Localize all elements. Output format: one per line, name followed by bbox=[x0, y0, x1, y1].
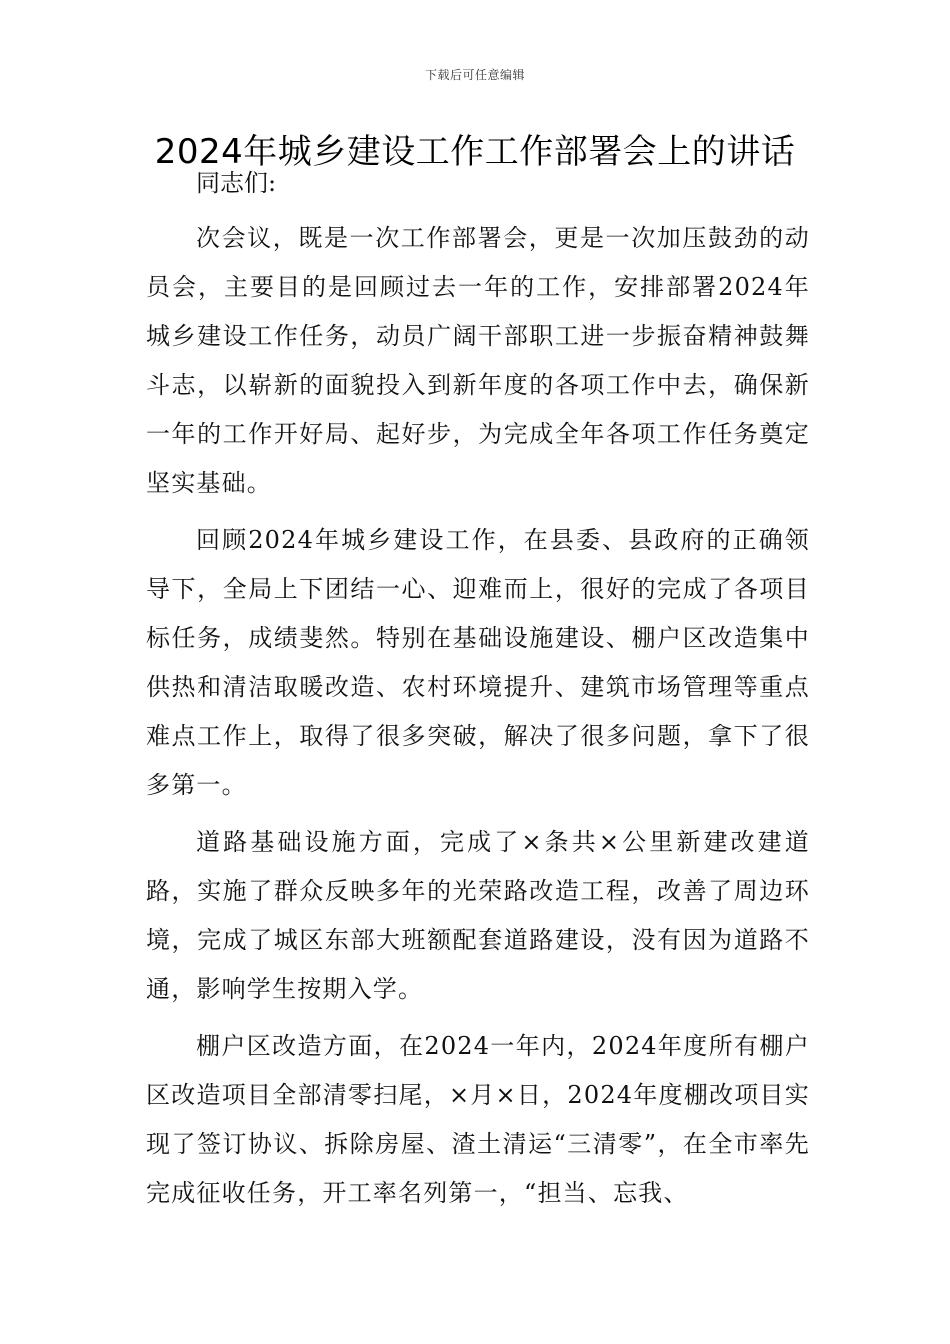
paragraph-1: 次会议，既是一次工作部署会，更是一次加压鼓劲的动员会，主要目的是回顾过去一年的工作，安排部署2024年城乡建设工作任务，动员广阔干部职工进一步振奋精神鼓舞斗志，以崭新的面貌投入到新年度的各项工作中去，确保新一年的工作开好局、起好步，为完成全年各项工作任务奠定坚实基础。 bbox=[146, 224, 810, 497]
salutation: 同志们: bbox=[196, 169, 277, 197]
paragraph-4: 棚户区改造方面，在2024一年内，2024年度所有棚户区改造项目全部清零扫尾，×月×日，2024年度棚改项目实现了签订协议、拆除房屋、渣土清运“三清零”，在全市率先完成征收任务，开工率名列第一，“担当、忘我、 bbox=[146, 1032, 810, 1207]
document-body bbox=[146, 160, 810, 1218]
paragraph-2: 回顾2024年城乡建设工作，在县委、县政府的正确领导下，全局上下团结一心、迎难而上，很好的完成了各项目标任务，成绩斐然。特别在基础设施建设、棚户区改造集中供热和清洁取暖改造、农村环境提升、建筑市场管理等重点难点工作上，取得了很多突破，解决了很多问题，拿下了很多第一。 bbox=[146, 526, 810, 799]
document-title: 2024年城乡建设工作工作部署会上的讲话 bbox=[154, 132, 796, 172]
header-note: 下载后可任意编辑 bbox=[424, 68, 525, 82]
paragraph-3: 道路基础设施方面，完成了×条共×公里新建改建道路，实施了群众反映多年的光荣路改造工程，改善了周边环境，完成了城区东部大班额配套道路建设，没有因为道路不通，影响学生按期入学。 bbox=[146, 828, 810, 1003]
